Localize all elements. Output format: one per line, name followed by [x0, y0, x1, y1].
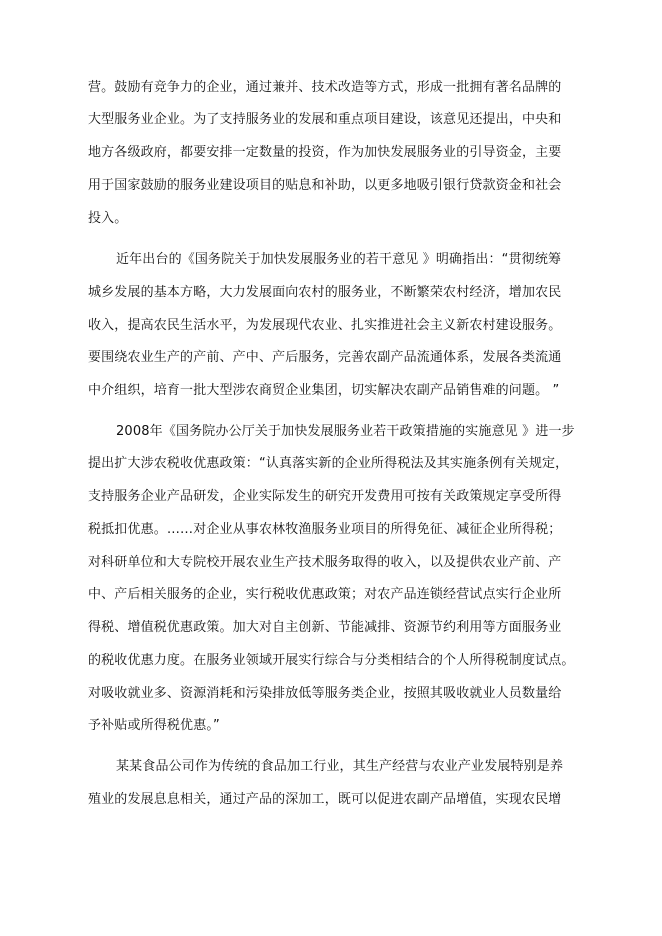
- text-line: 对吸收就业多、资源消耗和污染排放低等服务类企业，按照其吸收就业人员数量给: [88, 686, 562, 701]
- text-line: 投入。: [88, 211, 128, 226]
- text-line: 提出扩大涉农税收优惠政策：“认真落实新的企业所得税法及其实施条例有关规定，: [88, 456, 569, 471]
- paragraph-first-line: 某某食品公司作为传统的食品加工行业，其生产经营与农业产业发展特别是养: [116, 759, 564, 774]
- text-line: 大型服务业企业。为了支持服务业的发展和重点项目建设，该意见还提出，中央和: [88, 112, 562, 127]
- text-line: 城乡发展的基本方略，大力发展面向农村的服务业，不断繁荣农村经济，增加农民: [88, 285, 562, 300]
- text-line: 收入，提高农民生活水平，为发展现代农业、扎实推进社会主义新农村建设服务。: [88, 318, 562, 333]
- text-line: 用于国家鼓励的服务业建设项目的贴息和补助，以更多地吸引银行贷款资金和社会: [88, 178, 562, 193]
- text-line: 得税、增值税优惠政策。加大对自主创新、节能减排、资源节约利用等方面服务业: [88, 620, 562, 635]
- text-line: 予补贴或所得税优惠。”: [88, 718, 220, 733]
- text-line: 税抵扣优惠。……对企业从事农林牧渔服务业项目的所得免征、减征企业所得税；: [88, 522, 562, 537]
- text-line: 的税收优惠力度。在服务业领域开展实行综合与分类相结合的个人所得税制度试点。: [88, 653, 575, 668]
- text-line: 中介组织，培育一批大型涉农商贸企业集团，切实解决农副产品销售难的问题。 ”: [88, 383, 560, 398]
- text-line: 殖业的发展息息相关，通过产品的深加工，既可以促进农副产品增值，实现农民增: [88, 792, 562, 807]
- text-line: 营。鼓励有竞争力的企业，通过兼并、技术改造等方式，形成一批拥有著名品牌的: [88, 80, 562, 95]
- paragraph-first-line: 近年出台的《国务院关于加快发展服务业的若干意见 》明确指出：“贯彻统筹: [116, 252, 562, 267]
- text-line: 支持服务企业产品研发，企业实际发生的研究开发费用可按有关政策规定享受所得: [88, 489, 562, 504]
- text-line: 地方各级政府，都要安排一定数量的投资，作为加快发展服务业的引导资金，主要: [88, 145, 562, 160]
- text-line: 中、产后相关服务的企业，实行税收优惠政策；对农产品连锁经营试点实行企业所: [88, 587, 562, 602]
- paragraph-first-line: 2008年《国务院办公厅关于加快发展服务业若干政策措施的实施意见 》进一步: [116, 424, 575, 439]
- text-line: 对科研单位和大专院校开展农业生产技术服务取得的收入，以及提供农业产前、产: [88, 555, 562, 570]
- text-line: 要围绕农业生产的产前、产中、产后服务，完善农副产品流通体系，发展各类流通: [88, 350, 562, 365]
